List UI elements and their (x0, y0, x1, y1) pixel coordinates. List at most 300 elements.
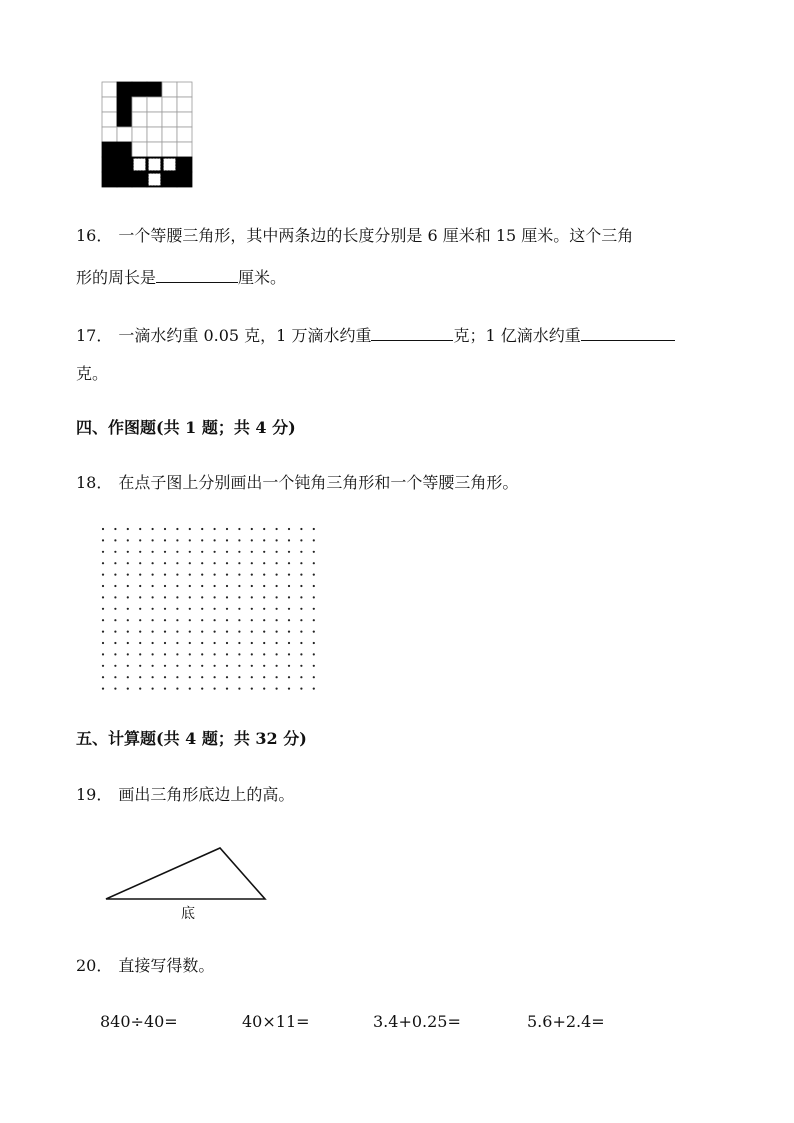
grid-dot (139, 596, 141, 598)
grid-dot (214, 688, 216, 690)
grid-dot (238, 631, 240, 633)
question-text: 画出三角形底边上的高。 (118, 785, 295, 804)
grid-dot (214, 676, 216, 678)
grid-cell (162, 127, 177, 142)
grid-dot (288, 551, 290, 553)
grid-dot (226, 562, 228, 564)
grid-dot (300, 676, 302, 678)
grid-dot (276, 551, 278, 553)
grid-dot (226, 528, 228, 530)
grid-dot (276, 619, 278, 621)
grid-dot (251, 562, 253, 564)
grid-dot (313, 596, 315, 598)
grid-cell (177, 82, 192, 97)
grid-dot (139, 631, 141, 633)
grid-dot (214, 653, 216, 655)
grid-dot (238, 665, 240, 667)
question-text: 形的周长是 (76, 268, 157, 287)
grid-dot (139, 585, 141, 587)
grid-dot (226, 676, 228, 678)
grid-dot (127, 619, 129, 621)
grid-dot (251, 574, 253, 576)
grid-dot (300, 574, 302, 576)
question-number: 17． (76, 326, 113, 345)
grid-dot (263, 676, 265, 678)
grid-dot (189, 596, 191, 598)
triangle-shape (106, 848, 265, 899)
grid-dot (276, 642, 278, 644)
grid-cell (162, 97, 177, 112)
grid-cell (102, 82, 117, 97)
grid-dot (164, 665, 166, 667)
grid-dot (114, 596, 116, 598)
grid-dot (164, 688, 166, 690)
grid-cell-filled (102, 157, 117, 172)
grid-dot (102, 642, 104, 644)
grid-dot (276, 562, 278, 564)
grid-dot (313, 688, 315, 690)
grid-cell (177, 97, 192, 112)
grid-dot (251, 631, 253, 633)
grid-dot (189, 676, 191, 678)
grid-dot (189, 619, 191, 621)
grid-dot (152, 608, 154, 610)
grid-dot (164, 539, 166, 541)
grid-cell (147, 127, 162, 142)
grid-dot (238, 608, 240, 610)
grid-dot (276, 688, 278, 690)
grid-dot (164, 562, 166, 564)
grid-dot (164, 585, 166, 587)
grid-dot (114, 585, 116, 587)
grid-dot (263, 608, 265, 610)
grid-dot (238, 642, 240, 644)
grid-dot (201, 619, 203, 621)
grid-cell (147, 142, 162, 157)
grid-dot (226, 596, 228, 598)
grid-dot (313, 608, 315, 610)
grid-cell (177, 127, 192, 142)
grid-dot (139, 608, 141, 610)
grid-dot (114, 539, 116, 541)
question-text: 厘米。 (238, 268, 287, 287)
grid-cell-filled (162, 172, 177, 187)
grid-dot (288, 665, 290, 667)
grid-dot (238, 528, 240, 530)
grid-dot (238, 688, 240, 690)
grid-dot (214, 574, 216, 576)
grid-dot (313, 619, 315, 621)
grid-dot (127, 551, 129, 553)
grid-dot (164, 676, 166, 678)
grid-dot (176, 585, 178, 587)
grid-dot (176, 574, 178, 576)
question-text: 直接写得数。 (118, 956, 215, 975)
grid-dot (214, 596, 216, 598)
grid-cell (177, 112, 192, 127)
grid-dot (164, 574, 166, 576)
grid-dot (300, 539, 302, 541)
grid-cell-dashed (164, 159, 176, 171)
grid-cell (117, 127, 132, 142)
grid-dot (114, 608, 116, 610)
answer-blank[interactable] (156, 266, 238, 283)
question-text: 一个等腰三角形，其中两条边的长度分别是 6 厘米和 15 厘米。这个三角 (118, 226, 634, 245)
question-text: 一滴水约重 0.05 克，1 万滴水约重 (118, 326, 372, 345)
grid-cell (162, 82, 177, 97)
grid-cell-dashed (149, 159, 161, 171)
grid-dot (226, 551, 228, 553)
grid-dot (102, 574, 104, 576)
question-16-line1 (76, 226, 633, 246)
grid-dot (176, 562, 178, 564)
grid-dot (201, 676, 203, 678)
grid-dot (238, 596, 240, 598)
grid-dot (152, 665, 154, 667)
grid-dot (152, 619, 154, 621)
grid-dot (214, 551, 216, 553)
grid-dot (300, 642, 302, 644)
grid-dot (139, 528, 141, 530)
grid-dot (164, 608, 166, 610)
grid-dot (276, 676, 278, 678)
grid-dot (238, 676, 240, 678)
grid-dot (189, 608, 191, 610)
question-number: 18． (76, 473, 113, 492)
grid-dot (300, 562, 302, 564)
grid-dot (276, 585, 278, 587)
grid-dot (114, 642, 116, 644)
answer-blank[interactable] (581, 324, 675, 341)
grid-dot (313, 539, 315, 541)
question-number: 19． (76, 785, 113, 804)
grid-dot (238, 551, 240, 553)
grid-dot (238, 653, 240, 655)
grid-dot (313, 574, 315, 576)
grid-cell (102, 112, 117, 127)
grid-cell (102, 127, 117, 142)
grid-cell (147, 112, 162, 127)
grid-cell (132, 97, 147, 112)
grid-dot (300, 631, 302, 633)
grid-dot (102, 676, 104, 678)
grid-cell (177, 142, 192, 157)
grid-cell-filled (102, 142, 117, 157)
question-17-line1 (76, 324, 675, 346)
grid-dot (127, 596, 129, 598)
question-20 (76, 956, 214, 976)
grid-dot (176, 596, 178, 598)
question-text: 克。 (76, 364, 109, 383)
grid-dot (288, 574, 290, 576)
grid-dot (152, 596, 154, 598)
grid-dot (300, 665, 302, 667)
grid-dot (214, 562, 216, 564)
grid-dot (201, 596, 203, 598)
grid-dot (288, 619, 290, 621)
grid-dot (201, 551, 203, 553)
grid-dot (263, 688, 265, 690)
grid-dot (263, 596, 265, 598)
grid-dot (152, 562, 154, 564)
grid-dot (251, 688, 253, 690)
grid-dot (114, 688, 116, 690)
grid-dot (102, 596, 104, 598)
grid-dot (226, 539, 228, 541)
grid-dot (263, 665, 265, 667)
grid-dot (251, 665, 253, 667)
grid-dot (127, 585, 129, 587)
grid-dot (176, 608, 178, 610)
grid-dot (288, 562, 290, 564)
grid-dot (152, 539, 154, 541)
grid-dot (127, 574, 129, 576)
grid-dot (139, 676, 141, 678)
grid-dot (300, 585, 302, 587)
grid-dot (226, 688, 228, 690)
grid-dot (300, 688, 302, 690)
grid-dot (127, 608, 129, 610)
grid-dot (251, 528, 253, 530)
grid-dot (288, 585, 290, 587)
grid-dot (164, 596, 166, 598)
grid-dot (139, 665, 141, 667)
grid-dot (152, 574, 154, 576)
grid-dot (226, 608, 228, 610)
grid-dot (251, 608, 253, 610)
grid-cell (162, 142, 177, 157)
grid-dot (263, 619, 265, 621)
grid-dot (164, 631, 166, 633)
grid-cell-filled (117, 172, 132, 187)
grid-dot (127, 631, 129, 633)
grid-dot (102, 665, 104, 667)
grid-dot (114, 562, 116, 564)
grid-dot (201, 585, 203, 587)
grid-dot (288, 653, 290, 655)
grid-dot (288, 631, 290, 633)
grid-dot (201, 642, 203, 644)
grid-cell-filled (117, 142, 132, 157)
grid-dot (226, 653, 228, 655)
grid-dot (276, 574, 278, 576)
grid-dot (238, 585, 240, 587)
grid-dot (139, 619, 141, 621)
grid-dot (176, 619, 178, 621)
grid-dot (288, 688, 290, 690)
grid-cell (132, 127, 147, 142)
grid-dot (114, 574, 116, 576)
grid-dot (176, 528, 178, 530)
grid-dot (114, 631, 116, 633)
question-18 (76, 473, 518, 493)
grid-dot (226, 642, 228, 644)
grid-cell-filled (177, 157, 192, 172)
grid-dot (263, 562, 265, 564)
grid-dot (313, 528, 315, 530)
grid-dot (276, 665, 278, 667)
grid-dot (189, 665, 191, 667)
grid-cell-dashed (134, 159, 146, 171)
grid-dot (263, 551, 265, 553)
grid-dot (251, 596, 253, 598)
grid-dot (300, 551, 302, 553)
grid-dot (288, 539, 290, 541)
grid-dot (127, 539, 129, 541)
grid-dot (152, 631, 154, 633)
grid-dot (300, 653, 302, 655)
grid-dot (251, 539, 253, 541)
calc-expression: 3.4+0.25= (373, 1012, 461, 1031)
grid-dot (214, 585, 216, 587)
grid-dot (189, 574, 191, 576)
grid-dot (176, 551, 178, 553)
grid-dot (214, 608, 216, 610)
answer-blank[interactable] (371, 324, 453, 341)
question-number: 20． (76, 956, 113, 975)
grid-dot (201, 665, 203, 667)
grid-dot (214, 528, 216, 530)
grid-dot (214, 665, 216, 667)
grid-dot (313, 665, 315, 667)
grid-dot (189, 653, 191, 655)
grid-cell (162, 112, 177, 127)
grid-dot (276, 596, 278, 598)
grid-dot (263, 585, 265, 587)
grid-dot (288, 528, 290, 530)
question-17-line2 (76, 364, 108, 384)
grid-dot (176, 665, 178, 667)
grid-dot (139, 539, 141, 541)
grid-dot (226, 574, 228, 576)
grid-dot (139, 688, 141, 690)
grid-dot (263, 574, 265, 576)
grid-dot (226, 619, 228, 621)
grid-dot (251, 676, 253, 678)
grid-dot (189, 539, 191, 541)
grid-dot (276, 608, 278, 610)
grid-dot (176, 642, 178, 644)
section-heading: 四、作图题(共 1 题；共 4 分) (76, 418, 296, 437)
grid-dot (251, 642, 253, 644)
grid-dot (201, 539, 203, 541)
grid-dot (189, 551, 191, 553)
grid-cell (132, 112, 147, 127)
grid-dot (139, 551, 141, 553)
grid-dot (313, 676, 315, 678)
grid-dot (263, 539, 265, 541)
grid-dot (164, 551, 166, 553)
grid-dot (214, 539, 216, 541)
calc-expression: 40×11= (242, 1012, 310, 1031)
grid-dot (300, 608, 302, 610)
grid-dot (189, 631, 191, 633)
grid-dot (226, 631, 228, 633)
grid-cell-filled (132, 82, 147, 97)
grid-dot (214, 619, 216, 621)
grid-dot (102, 653, 104, 655)
question-text: 在点子图上分别画出一个钝角三角形和一个等腰三角形。 (118, 473, 519, 492)
grid-dot (214, 642, 216, 644)
grid-dot (276, 539, 278, 541)
grid-dot (288, 676, 290, 678)
grid-dot (226, 665, 228, 667)
grid-dot (114, 619, 116, 621)
grid-dot (201, 631, 203, 633)
grid-dot (152, 653, 154, 655)
grid-dot (263, 631, 265, 633)
grid-cell-filled (177, 172, 192, 187)
grid-dot (139, 642, 141, 644)
grid-dot (313, 562, 315, 564)
grid-cell-filled (117, 97, 132, 112)
grid-dot (263, 528, 265, 530)
grid-cell-filled (147, 82, 162, 97)
grid-dot (176, 539, 178, 541)
grid-figure (100, 80, 194, 194)
grid-dot (139, 653, 141, 655)
grid-dot (127, 653, 129, 655)
question-text: 克；1 亿滴水约重 (453, 326, 581, 345)
grid-cell (147, 97, 162, 112)
grid-dot (127, 688, 129, 690)
triangle-figure[interactable] (100, 842, 272, 922)
grid-dot (201, 562, 203, 564)
grid-dot (176, 653, 178, 655)
grid-dot (276, 528, 278, 530)
grid-dot (313, 642, 315, 644)
grid-dot (102, 631, 104, 633)
grid-dot (201, 608, 203, 610)
grid-dot (102, 562, 104, 564)
grid-dot (238, 574, 240, 576)
grid-dot (127, 528, 129, 530)
calc-expression: 840÷40= (100, 1012, 178, 1031)
grid-dot (313, 551, 315, 553)
grid-dot (102, 608, 104, 610)
grid-dot (251, 619, 253, 621)
grid-dot (127, 562, 129, 564)
grid-dot (102, 619, 104, 621)
grid-dot (201, 528, 203, 530)
grid-dot (226, 585, 228, 587)
grid-dot (152, 585, 154, 587)
grid-dot (139, 574, 141, 576)
grid-dot (300, 619, 302, 621)
calc-expression: 5.6+2.4= (527, 1012, 605, 1031)
section-heading: 五、计算题(共 4 题；共 32 分) (76, 729, 307, 748)
question-16-line2 (76, 266, 286, 288)
grid-dot (114, 653, 116, 655)
grid-dot (276, 653, 278, 655)
dot-grid[interactable] (98, 524, 322, 692)
grid-dot (201, 688, 203, 690)
grid-dot (152, 642, 154, 644)
grid-dot (127, 642, 129, 644)
grid-dot (251, 653, 253, 655)
grid-cell-filled (132, 172, 147, 187)
grid-dot (263, 653, 265, 655)
base-label: 底 (181, 906, 195, 922)
grid-dot (288, 596, 290, 598)
grid-cell (132, 142, 147, 157)
grid-cell-filled (102, 172, 117, 187)
grid-dot (102, 539, 104, 541)
grid-dot (238, 619, 240, 621)
grid-dot (238, 562, 240, 564)
grid-dot (263, 642, 265, 644)
grid-cell-filled (117, 82, 132, 97)
